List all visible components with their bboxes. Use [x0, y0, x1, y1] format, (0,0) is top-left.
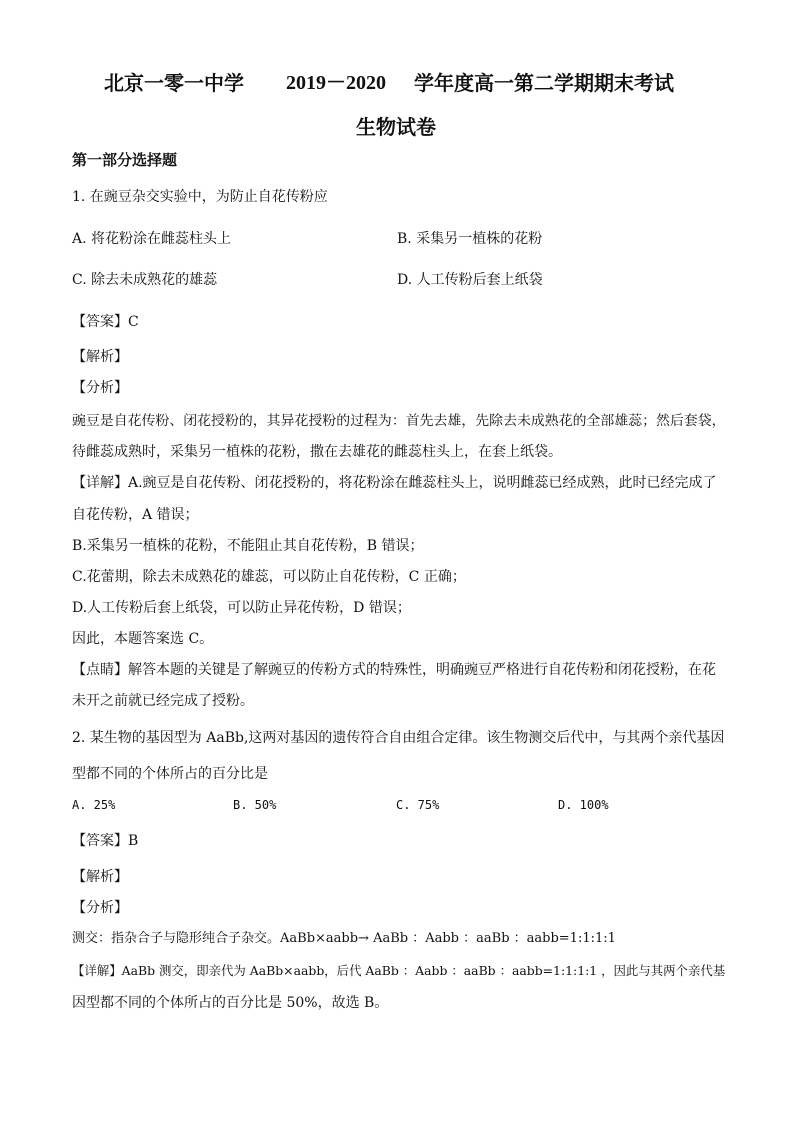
q1-fenxi-line: 豌豆是自花传粉、闭花授粉的，其异花授粉的过程为：首先去雄，先除去未成熟花的全部雄蕊；然后套袋， — [72, 413, 726, 429]
q2-option-b: B. 50% — [233, 798, 277, 812]
q1-detail-line: D.人工传粉后套上纸袋，可以防止异花传粉，D 错误； — [72, 600, 411, 616]
school-years: 2019－2020 — [286, 72, 386, 94]
q1-tip-line: 未开之前就已经完成了授粉。 — [72, 693, 254, 709]
q1-fenxi-label: 【分析】 — [72, 380, 128, 396]
q1-detail-line: 因此，本题答案选 C。 — [72, 631, 214, 647]
q1-detail-line: B.采集另一植株的花粉，不能阻止其自花传粉，B 错误； — [72, 538, 424, 554]
q1-fenxi-line: 待雌蕊成熟时，采集另一植株的花粉，撒在去雄花的雌蕊柱头上，在套上纸袋。 — [72, 444, 562, 460]
q1-option-c: C. 除去未成熟花的雄蕊 — [72, 272, 218, 288]
q1-tip-line: 【点睛】解答本题的关键是了解豌豆的传粉方式的特殊性，明确豌豆严格进行自花传粉和闭花授粉，在花 — [72, 662, 716, 678]
q1-option-b: B. 采集另一植株的花粉 — [397, 231, 543, 247]
q2-option-a: A. 25% — [72, 798, 116, 812]
q2-stem-line: 型都不同的个体所占的百分比是 — [72, 766, 268, 782]
q2-stem-line: 2. 某生物的基因型为 AaBb,这两对基因的遗传符合自由组合定律。该生物测交后代中，与其两个亲代基因 — [72, 730, 725, 746]
q2-answer: 【答案】B — [72, 833, 139, 849]
q2-option-c: C. 75% — [396, 798, 440, 812]
q1-detail-line: 自花传粉，A 错误； — [72, 507, 199, 523]
q1-answer: 【答案】C — [72, 314, 139, 330]
q2-fenxi-line: 测交：指杂合子与隐形纯合子杂交。AaBb×aabb→ AaBb ：Aabb ：aaBb ：aabb=1:1:1:1 — [72, 931, 616, 946]
q2-analysis-label: 【解析】 — [72, 869, 128, 885]
q2-fenxi-label: 【分析】 — [72, 900, 128, 916]
q1-detail-line: 【详解】A.豌豆是自花传粉、闭花授粉的，将花粉涂在雌蕊柱头上，说明雌蕊已经成熟，此时已经完成了 — [72, 475, 717, 491]
school-name: 北京一零一中学 — [104, 71, 244, 95]
q2-option-d: D. 100% — [558, 798, 609, 812]
section-heading: 第一部分选择题 — [72, 151, 178, 169]
q1-analysis-label: 【解析】 — [72, 349, 128, 365]
exam-term: 学年度高一第二学期期末考试 — [414, 71, 674, 95]
q1-option-d: D. 人工传粉后套上纸袋 — [397, 272, 543, 288]
page-subtitle: 生物试卷 — [356, 115, 436, 139]
q1-detail-line: C.花蕾期，除去未成熟花的雄蕊，可以防止自花传粉，C 正确； — [72, 569, 466, 585]
q2-detail-line: 因型都不同的个体所占的百分比是 50%，故选 B。 — [72, 995, 389, 1011]
q2-detail-line: 【详解】AaBb 测交，即亲代为 AaBb×aabb，后代 AaBb ：Aabb ：aaBb ：aabb=1:1:1:1 ，因此与其两个亲代基 — [72, 963, 726, 978]
q1-option-a: A. 将花粉涂在雌蕊柱头上 — [72, 231, 232, 247]
q1-stem: 1. 在豌豆杂交实验中，为防止自花传粉应 — [72, 189, 328, 205]
